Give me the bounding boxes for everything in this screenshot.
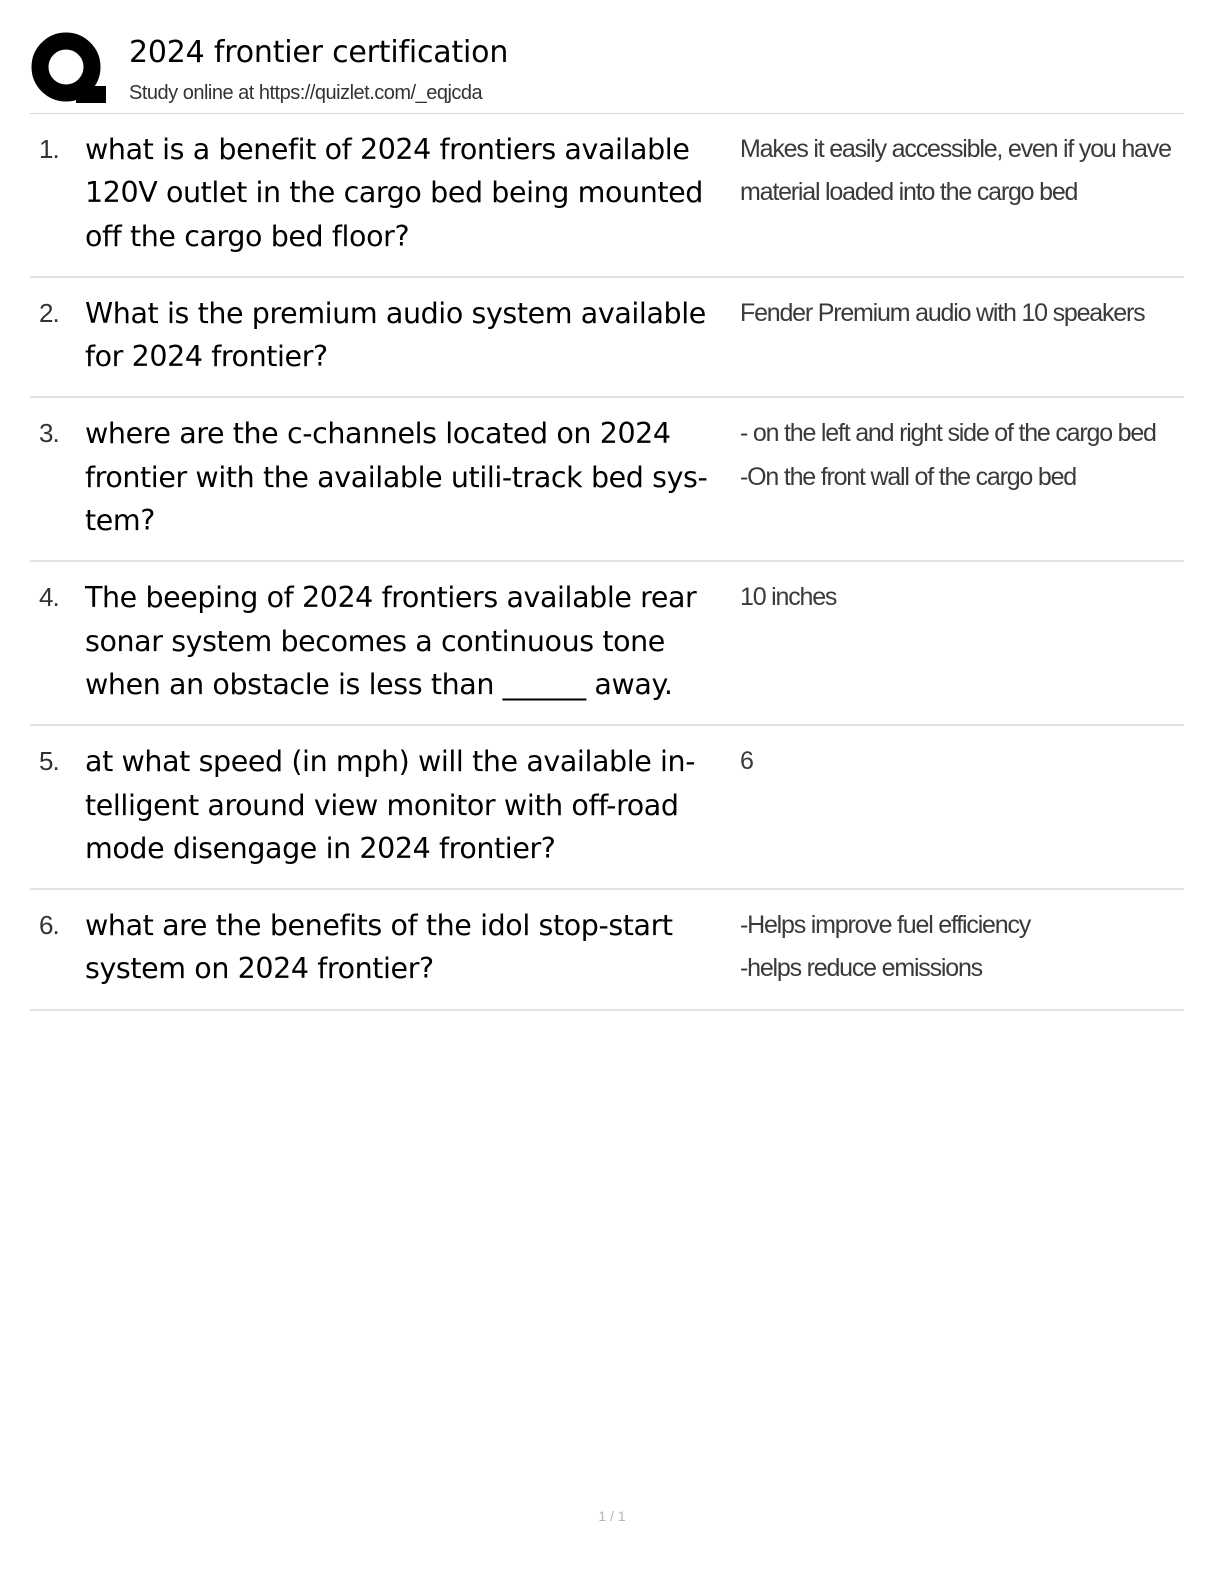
flashcard-row xyxy=(30,890,1184,1011)
study-online-link-text[interactable]: Study online at https://quizlet.com/_eqjcda xyxy=(129,82,483,104)
flashcard-row xyxy=(30,114,1184,278)
page-title: 2024 frontier certification xyxy=(129,35,509,70)
quizlet-q-logo-icon xyxy=(30,30,110,110)
card-number: 5. xyxy=(39,746,59,777)
card-number: 1. xyxy=(39,134,59,164)
card-term: The beeping of 2024 frontiers available rear sonar system becomes a continuous tone when an obstacle is less than ______ away. xyxy=(85,581,697,701)
card-definition: -Helps improve fuel efficiency -helps reduce emissions xyxy=(740,911,1031,983)
card-definition: - on the left and right side of the cargo bed -On the front wall of the cargo bed xyxy=(740,419,1156,491)
card-term: where are the c-channels located on 2024 frontier with the available utili-track bed system? xyxy=(85,417,708,538)
card-term: what are the benefits of the idol stop-start system on 2024 frontier? xyxy=(85,909,673,986)
document-header xyxy=(30,28,1184,114)
page-indicator: 1 / 1 xyxy=(598,1508,626,1524)
card-term: at what speed (in mph) will the available intelligent around view monitor with off-road mode disengage in 2024 frontier? xyxy=(85,745,696,865)
flashcard-row xyxy=(30,562,1184,726)
card-definition: Makes it easily accessible, even if you have material loaded into the cargo bed xyxy=(740,135,1171,207)
flashcard-row xyxy=(30,398,1184,562)
card-number: 2. xyxy=(39,297,59,328)
card-definition: 10 inches xyxy=(740,583,837,612)
card-number: 6. xyxy=(39,910,59,941)
flashcard-row xyxy=(30,726,1184,890)
card-number: 4. xyxy=(39,582,59,613)
flashcard-list xyxy=(30,114,1184,1011)
card-definition: 6 xyxy=(740,747,753,776)
card-number: 3. xyxy=(39,418,59,449)
flashcard-row xyxy=(30,278,1184,399)
card-term: what is a benefit of 2024 frontiers available 120V outlet in the cargo bed being mounted off the cargo bed floor? xyxy=(85,133,703,253)
card-definition: Fender Premium audio with 10 speakers xyxy=(740,298,1145,327)
card-term: What is the premium audio system available for 2024 frontier? xyxy=(85,296,706,374)
